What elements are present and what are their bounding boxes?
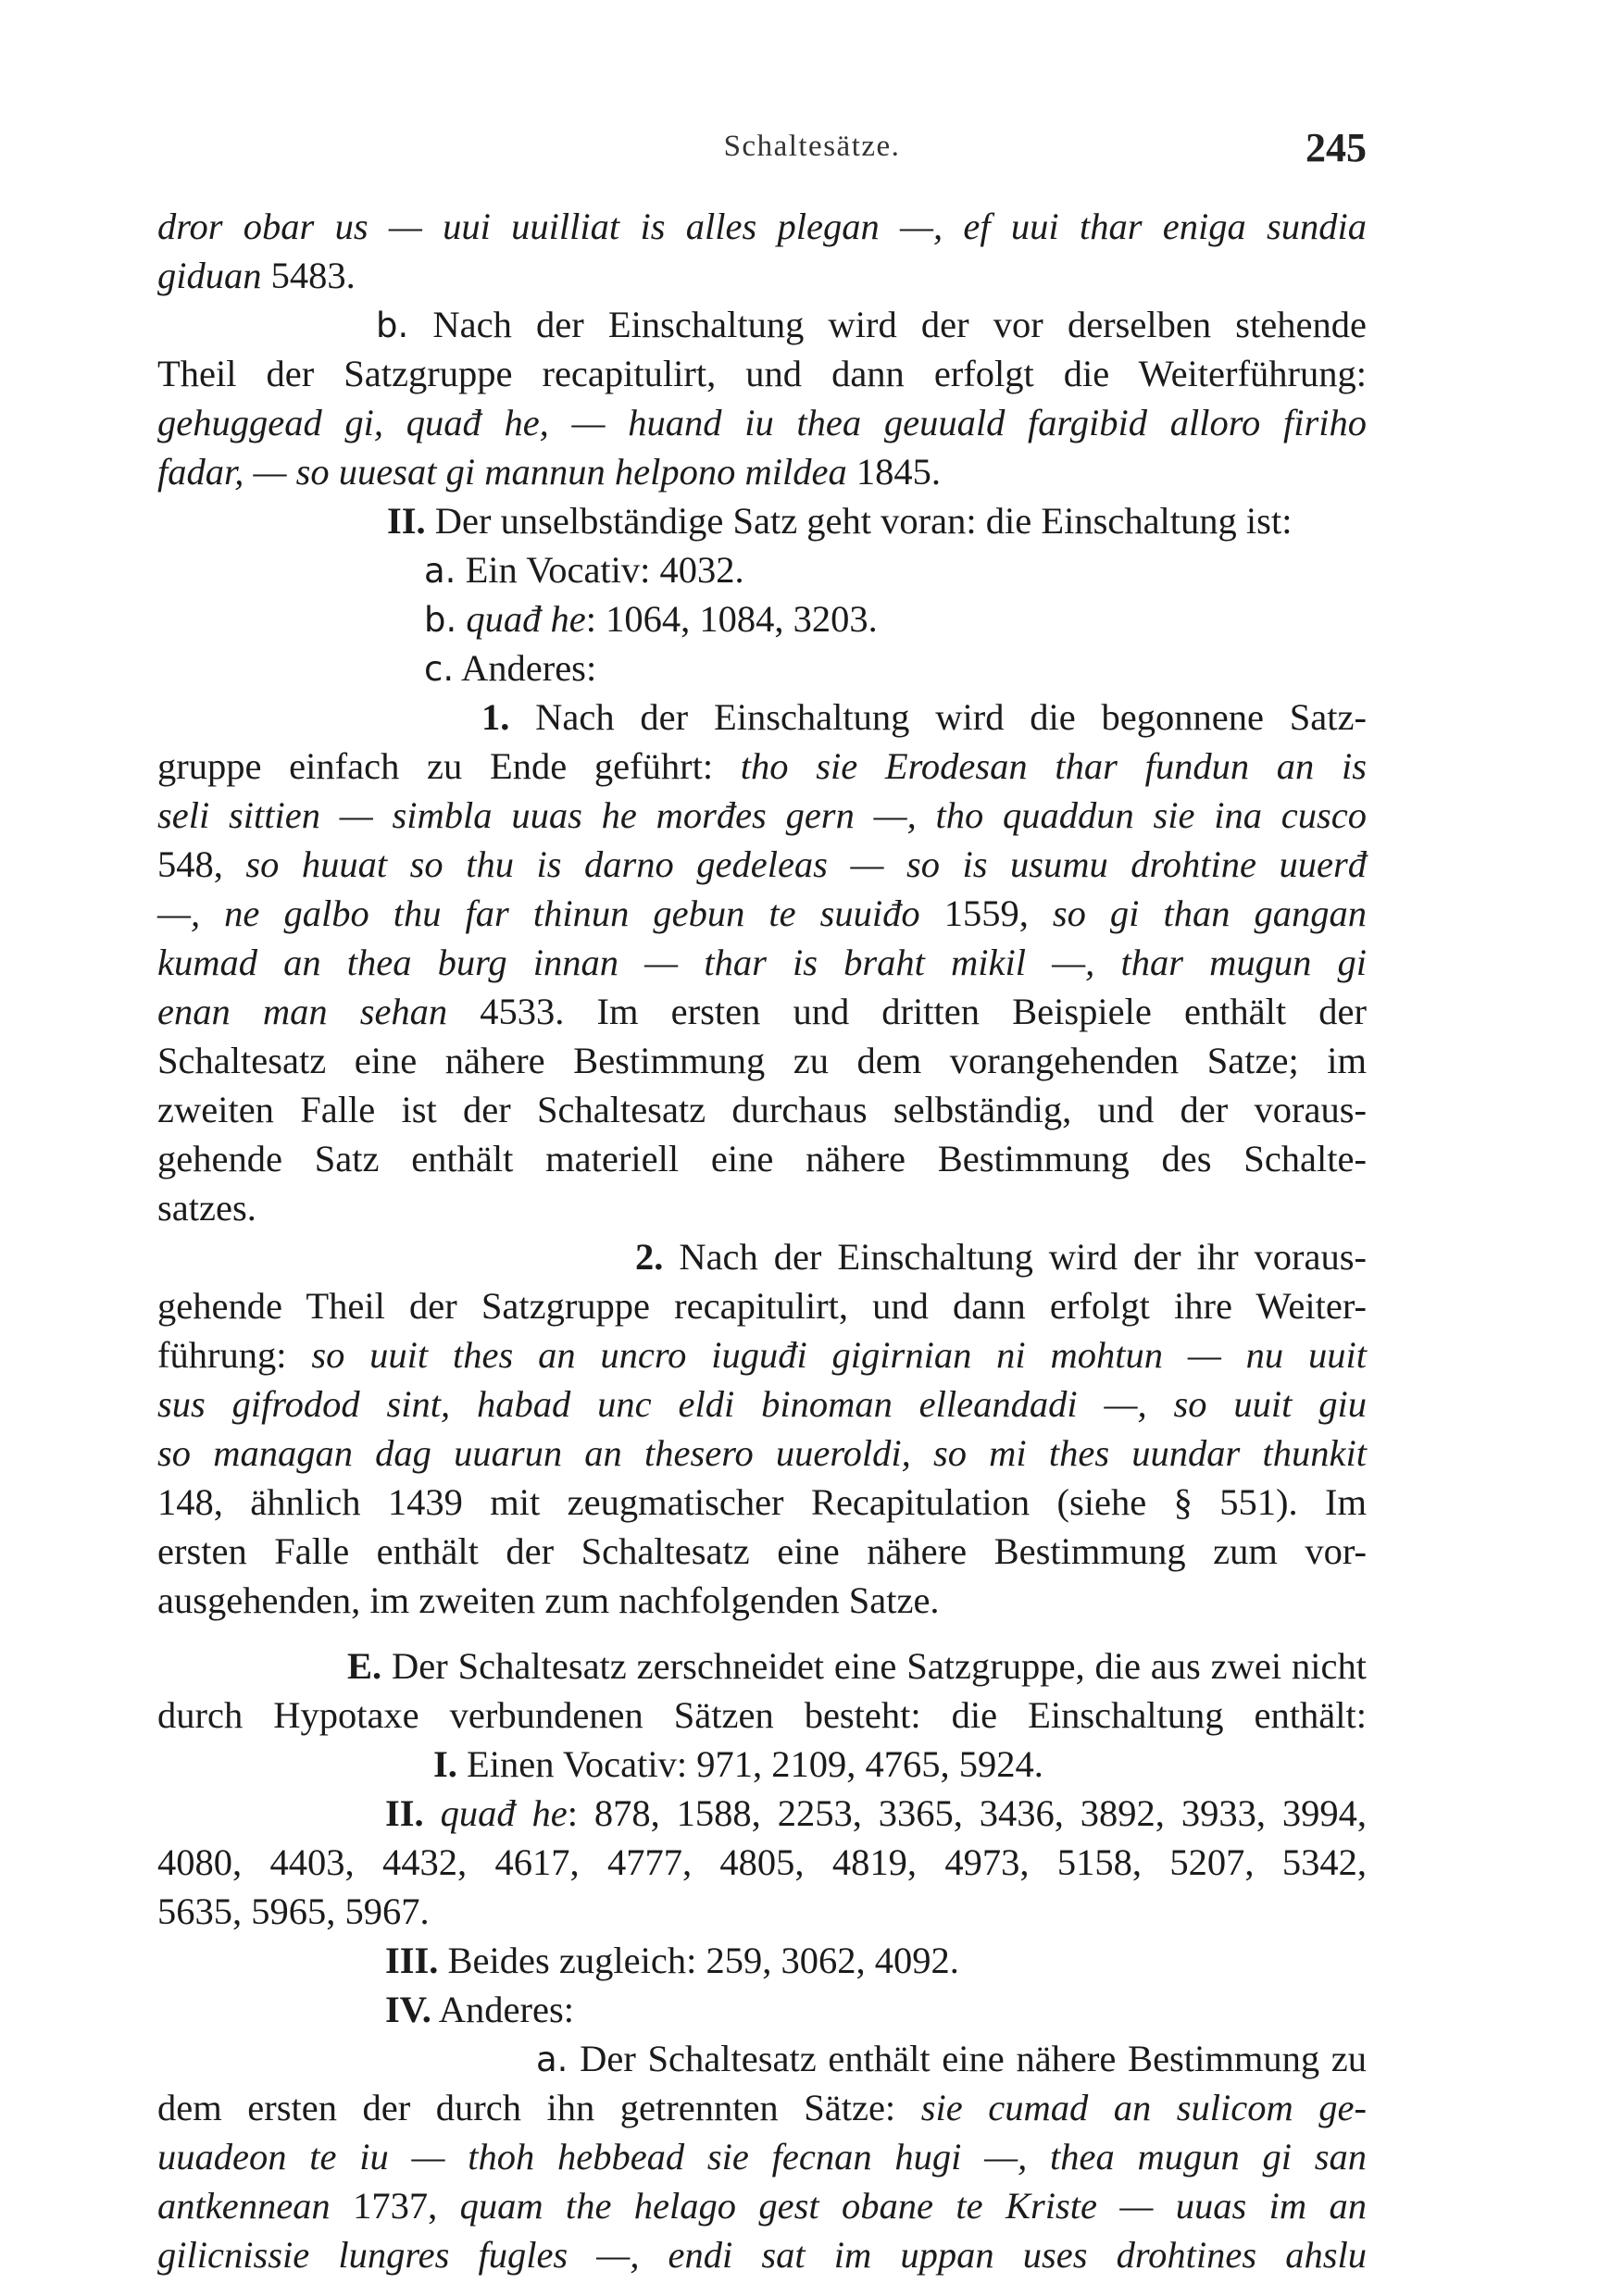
text-line (157, 1281, 1367, 1330)
text-segment: Der Schaltesatz zerschneidet eine Satzgruppe, die aus zwei nicht (381, 1645, 1367, 1687)
text-line (157, 1232, 1367, 1281)
section-marker: c. (424, 649, 455, 689)
text-line (157, 1330, 1367, 1379)
text-line (157, 938, 1367, 987)
text-line (157, 742, 1367, 791)
italic-citation: dror obar us — uui uuilliat is alles plegan —, ef uui thar eniga sundia (157, 206, 1367, 247)
text-segment: 1845. (846, 451, 941, 493)
text-segment: 548, (157, 843, 246, 885)
italic-citation: so huuat so thu is darno gedeleas — so is usumu drohtine uuerđ (245, 843, 1368, 885)
text-line (157, 1183, 1367, 1232)
text-segment: : 878, 1588, 2253, 3365, 3436, 3892, 3933, 3994, (567, 1792, 1367, 1834)
text-line (157, 1740, 1367, 1789)
text-segment: : 1064, 1084, 3203. (585, 598, 878, 640)
text-line (157, 791, 1367, 840)
italic-citation: uuadeon te iu — thoh hebbead sie fecnan hugi —, thea mugun gi san (157, 2136, 1367, 2177)
text-segment: ausgehenden, im zweiten zum nachfolgenden Satze. (157, 1579, 940, 1621)
italic-citation: so managan dag uuarun an thesero uueroldi, so mi thes uundar thunkit (157, 1432, 1367, 1474)
italic-citation: enan man sehan (157, 991, 448, 1032)
text-line (157, 2181, 1367, 2230)
italic-citation: quam the helago gest obane te Kriste — uuas im an (459, 2185, 1367, 2227)
section-marker: a. (536, 2040, 568, 2079)
text-line (157, 2132, 1367, 2181)
text-segment: Ein Vocativ: 4032. (456, 549, 744, 591)
text-line (157, 1641, 1367, 1691)
text-segment: gruppe einfach zu Ende geführt: (157, 745, 741, 787)
text-segment: Anderes: (431, 1989, 575, 2030)
text-line (157, 1379, 1367, 1429)
italic-citation: sus gifrodod sint, habad unc eldi binoman elleandadi —, so uuit giu (157, 1383, 1367, 1425)
text-segment: Theil der Satzgruppe recapitulirt, und dann erfolgt die Weiterführung: (157, 353, 1367, 394)
italic-citation: so uuit thes an uncro iuguđi gigirnian ni mohtun — nu uuit (311, 1334, 1367, 1376)
text-segment: Nach der Einschaltung wird der ihr voraus- (663, 1236, 1367, 1278)
text-line (157, 1576, 1367, 1625)
text-segment: Nach der Einschaltung wird der vor derselben stehende (408, 304, 1367, 345)
text-line (157, 1838, 1367, 1887)
text-segment: 5483. (261, 255, 356, 296)
italic-citation: gehuggead gi, quađ he, — huand iu thea geuuald fargibid alloro firiho (157, 402, 1367, 443)
section-marker: a. (424, 551, 456, 591)
text-segment: 1559, (919, 892, 1053, 934)
text-segment: Nach der Einschaltung wird die begonnene Satz- (509, 696, 1367, 738)
text-line (157, 251, 1367, 300)
text-segment: Der unselbständige Satz geht voran: die Einschaltung ist: (425, 500, 1293, 542)
text-line (157, 1887, 1367, 1936)
section-marker: b. (424, 600, 457, 640)
text-line (157, 300, 1367, 349)
text-segment: dem ersten der durch ihn getrennten Sätze: (157, 2087, 921, 2128)
text-line (157, 1527, 1367, 1576)
text-line (157, 1691, 1367, 1740)
italic-citation: tho sie Erodesan thar fundun an is (740, 745, 1367, 787)
italic-citation: sie cumad an sulicom ge- (920, 2087, 1367, 2128)
running-header-title: Schaltesätze. (723, 130, 901, 163)
text-segment (456, 598, 466, 640)
text-line (157, 840, 1367, 889)
text-segment: 148, ähnlich 1439 mit zeugmatischer Recapitulation (siehe § 551). Im (157, 1481, 1367, 1523)
text-line (157, 2034, 1367, 2083)
text-segment: satzes. (157, 1187, 256, 1229)
text-segment: Beides zugleich: 259, 3062, 4092. (438, 1940, 959, 1981)
text-line (157, 1036, 1367, 1085)
text-line (157, 643, 1367, 693)
text-line (157, 496, 1367, 545)
text-line (157, 1478, 1367, 1527)
text-line (157, 594, 1367, 643)
section-marker: 2. (635, 1236, 664, 1278)
italic-citation: kumad an thea burg innan — thar is braht mikil —, thar mugun gi (157, 942, 1367, 983)
text-segment: Schaltesatz eine nähere Bestimmung zu dem vorangehenden Satze; im (157, 1040, 1367, 1081)
text-segment: 5635, 5965, 5967. (157, 1890, 430, 1932)
italic-citation: quađ he (440, 1792, 568, 1834)
page-body (157, 202, 1367, 2279)
text-line (157, 987, 1367, 1036)
text-segment: ersten Falle enthält der Schaltesatz eine nähere Bestimmung zum vor- (157, 1530, 1367, 1572)
italic-citation: antkennean (157, 2185, 331, 2227)
text-line (157, 1429, 1367, 1478)
section-marker: II. (387, 500, 426, 542)
page-number: 245 (1305, 125, 1367, 170)
text-segment: führung: (157, 1334, 312, 1376)
italic-citation: giduan (157, 255, 262, 296)
italic-citation: quađ he (466, 598, 586, 640)
text-line (157, 398, 1367, 447)
section-marker: II. (385, 1792, 424, 1834)
text-line (157, 889, 1367, 938)
text-line (157, 545, 1367, 594)
section-marker: 1. (481, 696, 510, 738)
italic-citation: —, ne galbo thu far thinun gebun te suuiđo (157, 892, 920, 934)
text-line (157, 2230, 1367, 2279)
text-segment: Der Schaltesatz enthält eine nähere Bestimmung zu (568, 2038, 1367, 2079)
text-segment: gehende Theil der Satzgruppe recapitulirt, und dann erfolgt ihre Weiter- (157, 1285, 1367, 1327)
text-segment: durch Hypotaxe verbundenen Sätzen besteht: die Einschaltung enthält: (157, 1694, 1367, 1736)
text-segment: Anderes: (454, 647, 597, 689)
text-line (157, 447, 1367, 496)
text-line (157, 693, 1367, 742)
section-marker: E. (347, 1645, 382, 1687)
text-line (157, 2083, 1367, 2132)
text-line (157, 1085, 1367, 1134)
text-segment: 4080, 4403, 4432, 4617, 4777, 4805, 4819, 4973, 5158, 5207, 5342, (157, 1841, 1367, 1883)
text-segment (424, 1792, 441, 1834)
text-line (157, 1134, 1367, 1183)
text-segment: gehende Satz enthält materiell eine nähere Bestimmung des Schalte- (157, 1138, 1367, 1179)
text-line (157, 1789, 1367, 1838)
section-marker: b. (376, 306, 409, 345)
italic-citation: gilicnissie lungres fugles —, endi sat im uppan uses drohtines ahslu (157, 2234, 1367, 2276)
italic-citation: seli sittien — simbla uuas he morđes gern —, tho quaddun sie ina cusco (157, 794, 1367, 836)
text-segment: Einen Vocativ: 971, 2109, 4765, 5924. (456, 1743, 1043, 1785)
text-line (157, 1985, 1367, 2034)
section-marker: III. (385, 1940, 439, 1981)
section-marker: IV. (385, 1989, 431, 2030)
italic-citation: so gi than gangan (1052, 892, 1368, 934)
text-line (157, 349, 1367, 398)
italic-citation: fadar, — so uuesat gi mannun helpono mildea (157, 451, 847, 493)
text-segment: 4533. Im ersten und dritten Beispiele enthält der (447, 991, 1367, 1032)
text-line (157, 1936, 1367, 1985)
text-segment: zweiten Falle ist der Schaltesatz durchaus selbständig, und der voraus- (157, 1089, 1367, 1130)
text-line (157, 202, 1367, 251)
text-segment: 1737, (330, 2185, 460, 2227)
section-marker: I. (433, 1743, 457, 1785)
